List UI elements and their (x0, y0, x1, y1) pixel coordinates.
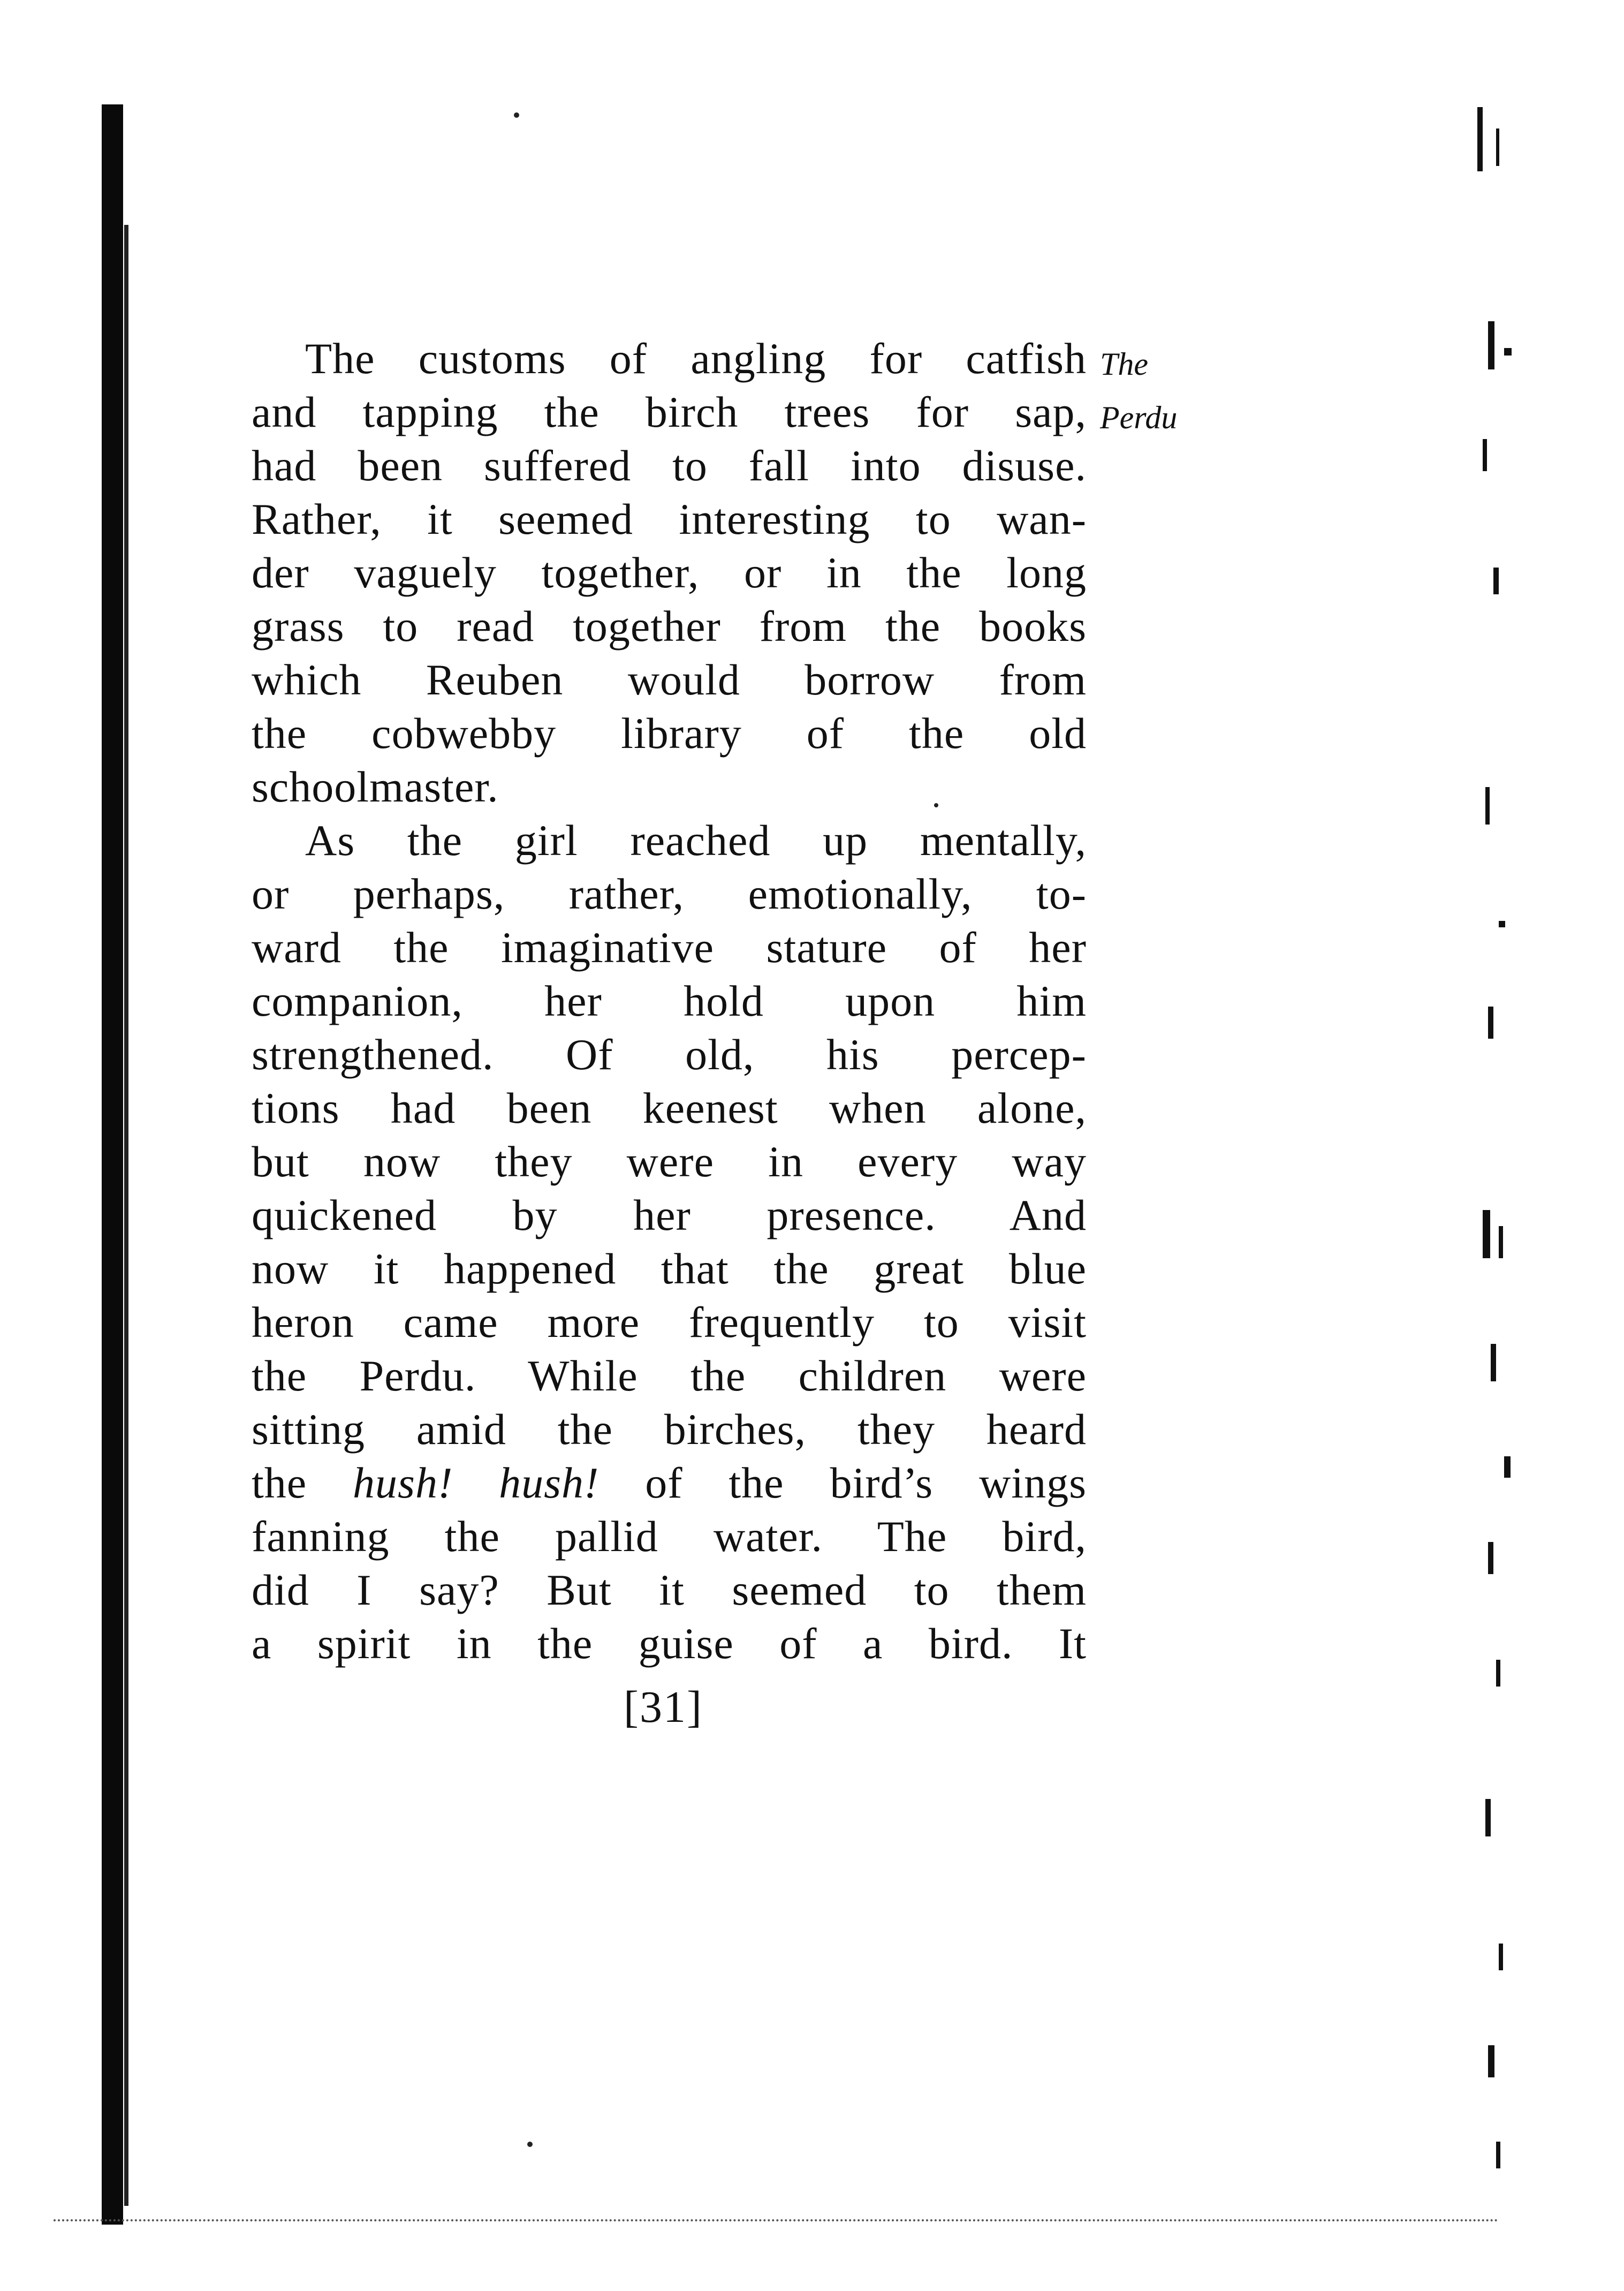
text-line: the cobwebby library of the old (252, 709, 1087, 758)
page-number: [31] (624, 1682, 703, 1732)
scan-bottom-border (54, 2219, 1499, 2221)
margin-note-line: Perdu (1100, 400, 1178, 435)
text-line-with-italic (252, 1456, 1087, 1510)
text-line: Rather, it seemed interesting to wan- (252, 495, 1087, 543)
scan-speck (527, 2142, 533, 2147)
text-line: sitting amid the birches, they heard (252, 1405, 1087, 1454)
paragraph-1 (252, 332, 1087, 814)
text-line: heron came more frequently to visit (252, 1298, 1087, 1347)
text-segment: the (252, 1458, 353, 1507)
italic-exclamation: hush! hush! (353, 1458, 599, 1507)
text-line: The customs of angling for catfish (305, 334, 1087, 383)
paragraph-2 (252, 814, 1087, 1670)
text-line: companion, her hold upon him (252, 977, 1087, 1025)
text-line: now it happened that the great blue (252, 1244, 1087, 1293)
text-line: which Reuben would borrow from (252, 655, 1087, 704)
text-segment: of the bird’s wings (599, 1458, 1087, 1507)
text-line: grass to read together from the books (252, 602, 1087, 651)
text-line: tions had been keenest when alone, (252, 1084, 1087, 1132)
text-line: strengthened. Of old, his percep- (252, 1030, 1087, 1079)
binding-shadow (102, 104, 123, 2225)
text-line: a spirit in the guise of a bird. It (252, 1619, 1087, 1668)
text-line: or perhaps, rather, emotionally, to- (252, 869, 1087, 918)
text-line: did I say? But it seemed to them (252, 1566, 1087, 1614)
text-line: fanning the pallid water. The bird, (252, 1512, 1087, 1561)
text-line: and tapping the birch trees for sap, (252, 388, 1087, 436)
right-edge-scan-noise (1467, 96, 1563, 2184)
text-line: der vaguely together, or in the long (252, 548, 1087, 597)
text-line: quickened by her presence. And (252, 1191, 1087, 1239)
margin-running-head (1100, 337, 1177, 444)
body-text (252, 332, 1087, 1670)
text-line: ward the imaginative stature of her (252, 923, 1087, 972)
scan-speck (514, 112, 519, 118)
text-line: had been suffered to fall into disuse. (252, 441, 1087, 490)
binding-shadow-edge (124, 225, 128, 2206)
text-line: As the girl reached up mentally, (305, 816, 1087, 865)
text-line: schoolmaster. (252, 762, 499, 811)
text-line: but now they were in every way (252, 1137, 1087, 1186)
margin-note-line: The (1100, 346, 1148, 382)
text-line: the Perdu. While the children were (252, 1351, 1087, 1400)
